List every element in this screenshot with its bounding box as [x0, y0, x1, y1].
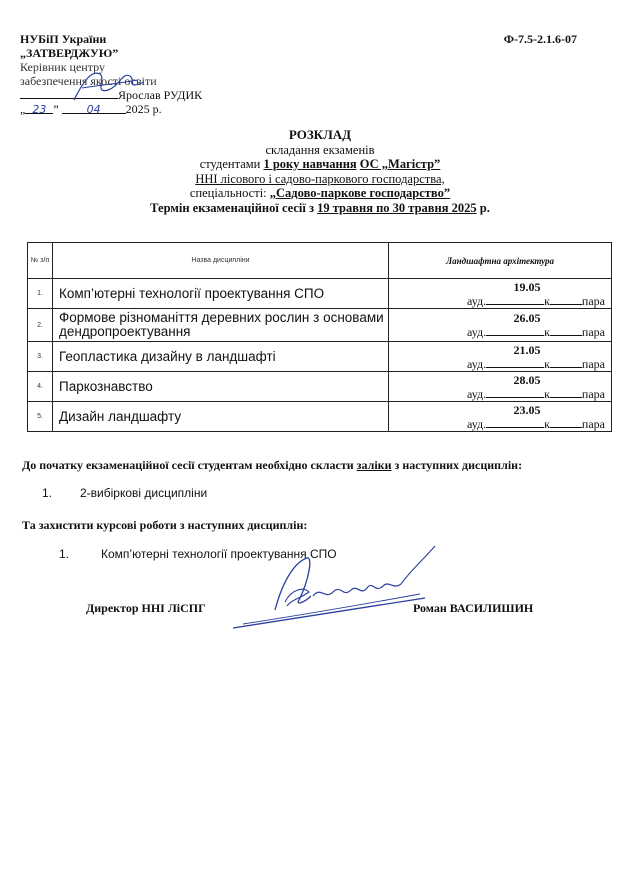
approval-date: „ 23 ” 04 2025 р. — [20, 102, 162, 116]
row-discipline: Формове різноманіття деревних рослин з основами дендропроектування — [53, 309, 389, 342]
schedule-title-block — [0, 128, 640, 215]
col-header-discipline: Назва дисципліни — [53, 243, 389, 279]
approver-signature-icon — [64, 60, 156, 112]
row-discipline: Паркознавство — [53, 372, 389, 402]
table-row — [28, 309, 612, 342]
row-discipline: Комп’ютерні технології проектування СПО — [53, 279, 389, 309]
exam-place: ауд. к пара — [467, 386, 605, 401]
approver-position-1: Керівник центру — [20, 60, 105, 74]
approve-label: „ЗАТВЕРДЖУЮ” — [20, 46, 119, 60]
title-session-term: Термін екзаменаційної сесії з 19 травня по 30 травня 2025 р. — [150, 200, 490, 215]
director-name: Роман ВАСИЛИШИН — [413, 601, 534, 615]
exam-place: ауд. к пара — [467, 325, 605, 339]
row-slot — [389, 342, 612, 372]
row-slot — [389, 279, 612, 309]
row-slot — [389, 402, 612, 432]
row-discipline: Дизайн ландшафту — [53, 402, 389, 432]
coursework-heading: Та захистити курсові роботи з наступних дисциплін: — [22, 518, 308, 532]
row-slot — [389, 309, 612, 342]
director-label: Директор ННІ ЛіСПГ — [86, 601, 206, 615]
credits-item-number: 1. — [42, 486, 53, 500]
row-number: 1. — [28, 279, 53, 309]
exam-date: 23.05 — [513, 402, 541, 417]
row-slot — [389, 372, 612, 402]
table-row — [28, 342, 612, 372]
coursework-item-number: 1. — [59, 547, 70, 561]
exam-date: 26.05 — [513, 311, 541, 325]
credits-item-text: 2-вибіркові дисципліни — [80, 486, 208, 500]
coursework-item-text: Комп’ютерні технології проектування СПО — [101, 547, 337, 561]
exam-date: 21.05 — [513, 342, 541, 357]
approver-name: Ярослав РУДИК — [118, 88, 203, 102]
date-month: 04 — [62, 103, 126, 114]
title-students-line: студентами 1 року навчання ОС „Магістр” — [199, 157, 441, 171]
page-title: РОЗКЛАД — [288, 127, 352, 142]
title-institute: ННІ лісового і садово-паркового господарства, — [195, 171, 445, 186]
table-row — [28, 279, 612, 309]
org-name: НУБіП України — [20, 32, 107, 46]
form-code: Ф-7.5-2.1.6-07 — [503, 32, 577, 46]
exam-date: 19.05 — [513, 279, 541, 294]
table-header-row — [28, 243, 612, 279]
exam-place: ауд. к пара — [467, 356, 605, 371]
exam-place: ауд. к пара — [467, 416, 605, 431]
exam-date: 28.05 — [513, 372, 541, 387]
credits-heading: До початку екзаменаційної сесії студентам необхідно скласти заліки з наступних дисциплін: — [22, 458, 523, 472]
exam-schedule-table — [27, 242, 612, 432]
title-specialty-line: спеціальності: „Садово-паркове господарство” — [189, 186, 451, 200]
row-number: 2. — [28, 309, 53, 342]
row-number: 3. — [28, 342, 53, 372]
row-number: 5. — [28, 402, 53, 432]
table-row — [28, 372, 612, 402]
row-discipline: Геопластика дизайну в ландшафті — [53, 342, 389, 372]
date-day: 23 — [25, 103, 53, 114]
col-header-group: Ландшафтна архітектура — [389, 243, 612, 279]
date-year: 2025 р. — [125, 102, 162, 116]
row-number: 4. — [28, 372, 53, 402]
table-row — [28, 402, 612, 432]
approver-position-2: забезпечення якості освіти — [20, 74, 157, 88]
title-subtitle: складання екзаменів — [265, 142, 375, 157]
exam-place: ауд. к пара — [467, 293, 605, 308]
col-header-number: № з/п — [28, 243, 53, 279]
director-signature-icon — [225, 540, 440, 635]
